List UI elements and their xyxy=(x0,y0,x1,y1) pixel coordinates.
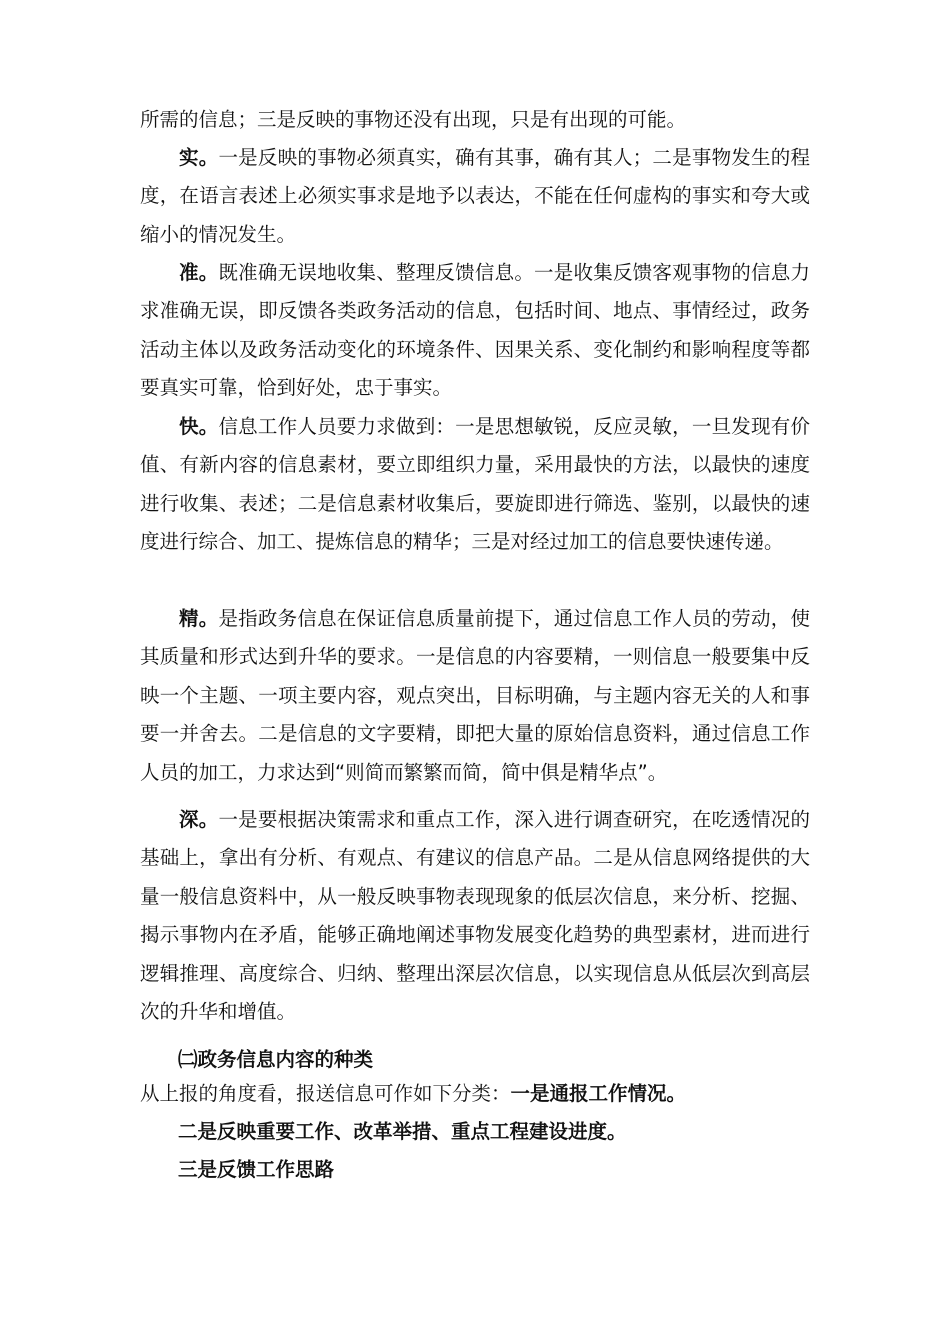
paragraph-text: 是指政务信息在保证信息质量前提下，通过信息工作人员的劳动，使其质量和形式达到升华的要求。一是信息的内容要精，一则信息一般要集中反映一个主题、一项主要内容，观点突出，目标明确，与主题内容无关的人和事要一并舍去。二是信息的文字要精，即把大量的原始信息资料，通过信息工作人员的加工，力求达到“则简而繁繁而简，简中俱是精华点”。 xyxy=(140,607,810,784)
paragraph-text: 既准确无误地收集、整理反馈信息。一是收集反馈客观事物的信息力求准确无误，即反馈各类政务活动的信息，包括时间、地点、事情经过，政务活动主体以及政务活动变化的环境条件、因果关系、变化制约和影响程度等都要真实可靠，恰到好处，忠于事实。 xyxy=(140,261,810,400)
paragraph-lead: 快。 xyxy=(179,415,219,438)
paragraph-jing xyxy=(140,600,810,792)
paragraph-zhun xyxy=(140,254,810,408)
category-item-2: 二是反映重要工作、改革举措、重点工程建设进度。 xyxy=(178,1120,627,1143)
paragraph-shi xyxy=(140,139,810,254)
intro-text: 从上报的角度看，报送信息可作如下分类： xyxy=(140,1082,511,1105)
paragraph-text: 信息工作人员要力求做到：一是思想敏锐，反应灵敏，一旦发现有价值、有新内容的信息素材，要立即组织力量，采用最快的方法，以最快的速度进行收集、表述；二是信息素材收集后，要旋即进行筛选、鉴别，以最快的速度进行综合、加工、提炼信息的精华；三是对经过加工的信息要快速传递。 xyxy=(140,415,810,554)
paragraph-lead: 深。 xyxy=(179,808,219,831)
paragraph-continuation xyxy=(140,101,810,139)
paragraph-kuai xyxy=(140,408,810,562)
section-heading: ㈡政务信息内容的种类 xyxy=(178,1048,374,1071)
paragraph-text: 一是要根据决策需求和重点工作，深入进行调查研究，在吃透情况的基础上，拿出有分析、有观点、有建议的信息产品。二是从信息网络提供的大量一般信息资料中，从一般反映事物表现现象的低层次信息，来分析、挖掘、揭示事物内在矛盾，能够正确地阐述事物发展变化趋势的典型素材，进而进行逻辑推理、高度综合、归纳、整理出深层次信息，以实现信息从低层次到高层次的升华和增值。 xyxy=(140,808,810,1024)
paragraph-text: 一是反映的事物必须真实，确有其事，确有其人；二是事物发生的程度，在语言表述上必须实事求是地予以表达，不能在任何虚构的事实和夸大或缩小的情况发生。 xyxy=(140,146,810,246)
paragraph-lead: 精。 xyxy=(179,607,219,630)
paragraph-lead: 实。 xyxy=(179,146,219,169)
paragraph-lead: 准。 xyxy=(179,261,219,284)
paragraph-shen xyxy=(140,801,810,1031)
section-intro xyxy=(140,1079,686,1109)
paragraph-text: 所需的信息；三是反映的事物还没有出现，只是有出现的可能。 xyxy=(140,108,687,131)
intro-bold-text: 一是通报工作情况。 xyxy=(510,1082,687,1105)
category-item-3: 三是反馈工作思路 xyxy=(178,1158,335,1181)
